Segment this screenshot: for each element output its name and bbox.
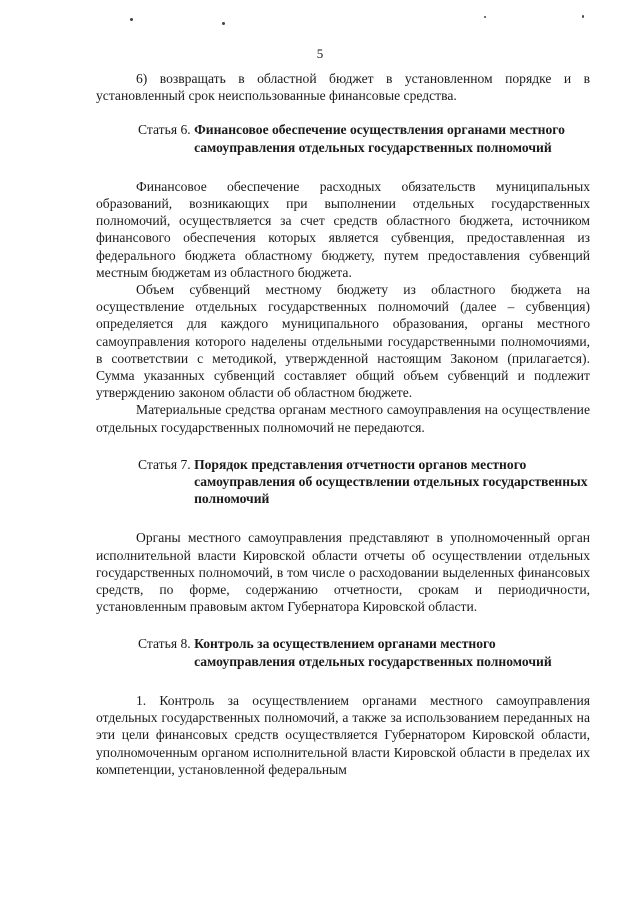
article-7-title: Порядок представления отчетности органов местного самоуправления об осуществлении отдельных государственных полномочий [194, 456, 588, 507]
article-6-paragraph-3: Материальные средства органам местного самоуправления на осуществление отдельных государственных полномочий не передаются. [96, 402, 590, 435]
article-8-title: Контроль за осуществлением органами местного самоуправления отдельных государственных полномочий [194, 636, 552, 669]
article-7-paragraph-1: Органы местного самоуправления представляют в уполномоченный орган исполнительной власти Кировской области отчеты об осуществлении отдельных государственных полномочий, в том числе о расходовании выделенных финансовых средств, по форме, содержанию отчетности, срокам и периодичности, установленным правовым актом Губернатора Кировской области. [96, 530, 590, 615]
article-6-paragraph-2: Объем субвенций местному бюджету из областного бюджета на осуществление отдельных государственных полномочий (далее – субвенция) определяется для каждого муниципального образования, органы местного самоуправления которого наделены отдельными государственными полномочиями, в соответствии с методикой, утвержденной настоящим Законом (прилагается). Сумма указанных субвенций составляет общий объем субвенций и подлежит утверждению законом области об областном бюджете. [96, 282, 590, 401]
scan-speck [130, 18, 133, 21]
article-6-heading [138, 121, 590, 155]
article-6-title: Финансовое обеспечение осуществления органами местного самоуправления отдельных государственных полномочий [194, 122, 565, 155]
document-body [96, 70, 590, 778]
article-8-paragraph-1: 1. Контроль за осуществлением органами местного самоуправления отдельных государственных полномочий, а также за использованием переданных на эти цели финансовых средств осуществляется Губернатором Кировской области, уполномоченным органом исполнительной власти Кировской области в пределах их компетенции, установленной федеральным [96, 692, 590, 777]
top-fragment-paragraph: 6) возвращать в областной бюджет в установленном порядке и в установленный срок неиспользованные финансовые средства. [96, 71, 590, 104]
article-8-heading [138, 635, 590, 669]
scan-speck [582, 15, 584, 18]
scan-speck [222, 22, 225, 25]
article-7-heading [138, 456, 590, 508]
article-7-label: Статья 7. [138, 456, 195, 472]
article-6-label: Статья 6. [138, 122, 195, 138]
article-8-label: Статья 8. [138, 636, 195, 652]
scan-speck [484, 16, 486, 18]
page-number: 5 [316, 46, 324, 61]
article-6-paragraph-1: Финансовое обеспечение расходных обязательств муниципальных образований, возникающих при выполнении отдельных государственных полномочий, осуществляется за счет средств областного бюджета, источником финансового обеспечения которых является субвенция, предоставленная из федерального бюджета областному бюджету, путем предоставления субвенций местным бюджетам из областного бюджета. [96, 178, 590, 280]
